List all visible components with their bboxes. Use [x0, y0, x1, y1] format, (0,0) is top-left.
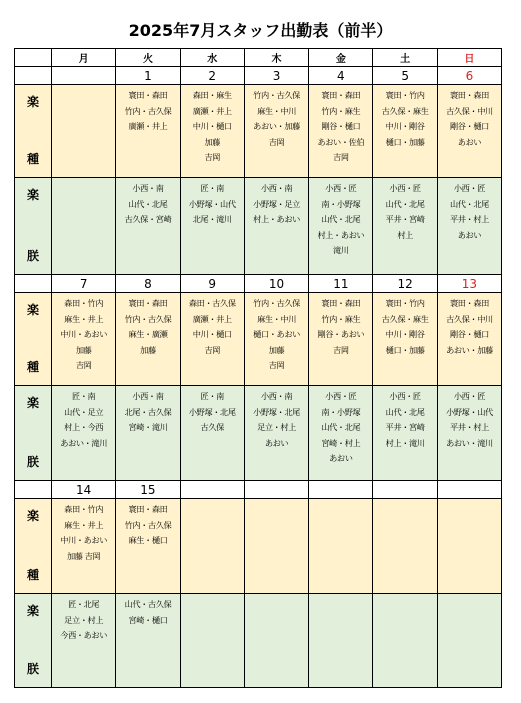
page-title: 2025年7月スタッフ出勤表（前半）	[128, 21, 393, 40]
staff-line: 寰田・森田	[449, 298, 489, 308]
date-cell	[373, 481, 437, 499]
weekday-6: 日	[437, 49, 501, 67]
staff-line: 竹内・麻生	[321, 313, 361, 324]
staff-list	[309, 85, 372, 166]
weekday-5: 土	[373, 49, 437, 67]
shuzen-row	[15, 85, 502, 178]
staff-list	[116, 499, 179, 549]
raku-cell	[309, 386, 373, 481]
raku-label-bottom: 朕	[26, 455, 39, 469]
shuzen-cell	[180, 499, 244, 594]
staff-line: 宮崎・村上	[321, 437, 361, 448]
staff-line: 小西・南	[132, 183, 164, 193]
shuzen-label	[15, 85, 52, 178]
raku-cell	[116, 178, 180, 275]
staff-line: 匠・南	[200, 391, 224, 401]
staff-line: 麻生・廣瀬	[128, 329, 168, 339]
raku-cell	[437, 594, 501, 688]
staff-line: 南・小野塚	[321, 198, 361, 209]
staff-list	[438, 594, 501, 597]
shuzen-cell	[373, 293, 437, 386]
shuzen-cell	[116, 499, 180, 594]
staff-line: 中川・樋口	[192, 121, 232, 131]
raku-cell	[437, 178, 501, 275]
staff-list	[181, 178, 244, 228]
date-cell: 6	[437, 67, 501, 85]
staff-line: 村上・あおい	[317, 229, 365, 240]
shuzen-cell	[244, 85, 308, 178]
staff-list	[181, 499, 244, 502]
staff-line: 小野塚・北尾	[253, 406, 300, 417]
staff-line: 樋口・加藤	[385, 344, 425, 355]
raku-cell	[244, 594, 308, 688]
staff-list	[116, 293, 179, 358]
staff-list	[438, 178, 501, 243]
staff-line: 森田・麻生	[192, 90, 232, 100]
staff-line: 宮崎・樋口	[128, 614, 168, 625]
staff-line: 平井・宮崎	[385, 422, 425, 432]
staff-line: 森田・竹内	[64, 298, 104, 308]
shuzen-cell	[309, 499, 373, 594]
staff-line: 剛谷・あおい	[317, 329, 365, 339]
staff-line: 古久保・麻生	[381, 313, 429, 324]
date-cell: 13	[437, 275, 501, 293]
shuzen-cell	[52, 499, 116, 594]
staff-list	[373, 85, 436, 150]
shuzen-label	[15, 293, 52, 386]
shuzen-label	[15, 499, 52, 594]
staff-line: 麻生・中川	[257, 105, 297, 116]
staff-list	[438, 499, 501, 502]
staff-list	[245, 293, 308, 374]
staff-line: 村上・今西	[64, 422, 104, 432]
date-cell: 4	[309, 67, 373, 85]
staff-line: 山代・北尾	[321, 214, 361, 224]
staff-list	[116, 85, 179, 135]
shuzen-label-top: 楽	[26, 303, 39, 317]
shuzen-cell	[437, 293, 501, 386]
staff-line: 小西・匠	[453, 183, 485, 193]
staff-list	[52, 594, 115, 644]
staff-line: 平井・村上	[449, 422, 489, 432]
staff-line: 小西・匠	[325, 183, 357, 193]
staff-line: 竹内・古久保	[124, 105, 172, 116]
raku-label-bottom: 朕	[26, 249, 39, 263]
staff-line: 匠・北尾	[68, 599, 100, 609]
raku-row	[15, 178, 502, 275]
shuzen-label-bottom: 種	[26, 152, 39, 166]
staff-line: 小西・匠	[325, 391, 357, 401]
staff-line: 滝川	[333, 245, 349, 255]
staff-line: 寰田・森田	[321, 298, 361, 308]
staff-line: あおい・加藤	[446, 344, 493, 355]
staff-line: 寰田・竹内	[385, 298, 425, 308]
staff-line: あおい・佐伯	[317, 136, 365, 147]
staff-list	[245, 85, 308, 150]
staff-line: 古久保・宮崎	[124, 214, 172, 224]
staff-list	[245, 594, 308, 597]
staff-line: 寰田・森田	[128, 90, 168, 100]
date-cell: 9	[180, 275, 244, 293]
staff-line: 竹内・麻生	[321, 105, 361, 116]
staff-line: 小野塚・山代	[446, 406, 493, 417]
staff-line: 足立・村上	[64, 614, 104, 625]
raku-label	[15, 178, 52, 275]
date-cell	[309, 481, 373, 499]
staff-line: 南・小野塚	[321, 406, 361, 417]
staff-line: 吉岡	[204, 344, 221, 355]
staff-line: 北尾・古久保	[124, 406, 172, 417]
staff-list	[181, 85, 244, 166]
staff-line: あおい	[457, 136, 482, 147]
staff-line: 小西・匠	[389, 391, 421, 401]
raku-row	[15, 386, 502, 481]
staff-line: あおい・滝川	[446, 437, 493, 448]
raku-cell	[373, 594, 437, 688]
staff-line: 足立・村上	[257, 422, 297, 432]
staff-list	[245, 499, 308, 502]
staff-line: 樋口・加藤	[385, 136, 425, 147]
date-cell	[180, 481, 244, 499]
staff-line: 寰田・森田	[128, 504, 168, 514]
staff-list	[309, 594, 372, 597]
staff-line: 加藤	[268, 344, 285, 355]
staff-line: 村上・あおい	[253, 214, 300, 224]
weekday-3: 木	[244, 49, 308, 67]
shuzen-cell	[309, 293, 373, 386]
staff-line: 寰田・竹内	[385, 90, 425, 100]
staff-line: 北尾・滝川	[192, 214, 232, 224]
date-cell: 8	[116, 275, 180, 293]
raku-label-top: 楽	[26, 604, 39, 618]
staff-line: 中川・あおい	[60, 329, 108, 339]
staff-line: 加藤 吉岡	[66, 550, 101, 561]
staff-line: 中川・剛谷	[385, 121, 425, 131]
staff-line: 宮崎・滝川	[128, 422, 168, 432]
staff-line: 山代・北尾	[128, 198, 168, 209]
staff-line: 小野塚・山代	[188, 198, 236, 209]
shuzen-cell	[309, 85, 373, 178]
raku-cell	[437, 386, 501, 481]
staff-line: 山代・古久保	[124, 599, 172, 609]
staff-list	[309, 178, 372, 259]
staff-list	[438, 386, 501, 451]
shuzen-cell	[437, 499, 501, 594]
date-cell: 15	[116, 481, 180, 499]
raku-cell	[52, 594, 116, 688]
raku-label	[15, 386, 52, 481]
weekday-0: 月	[52, 49, 116, 67]
date-row	[15, 481, 502, 499]
raku-cell	[373, 386, 437, 481]
raku-label	[15, 594, 52, 688]
raku-cell	[244, 386, 308, 481]
staff-line: 小西・南	[260, 183, 293, 193]
staff-line: 廣瀬・井上	[192, 105, 232, 116]
date-row-label	[15, 275, 52, 293]
raku-cell	[180, 386, 244, 481]
shuzen-label-bottom: 種	[26, 568, 39, 582]
staff-list	[373, 499, 436, 502]
staff-line: 廣瀬・井上	[128, 121, 168, 131]
staff-line: 小西・南	[132, 391, 164, 401]
staff-line: 山代・北尾	[321, 422, 361, 432]
date-cell: 14	[52, 481, 116, 499]
raku-cell	[52, 386, 116, 481]
shuzen-label-top: 楽	[26, 509, 39, 523]
staff-list	[116, 386, 179, 436]
staff-line: 小野塚・足立	[253, 198, 300, 209]
staff-line: 小野塚・北尾	[188, 406, 236, 417]
staff-line: 古久保・中川	[446, 105, 493, 116]
shuzen-cell	[373, 85, 437, 178]
staff-line: 吉岡	[268, 136, 285, 147]
staff-list	[245, 178, 308, 228]
staff-list	[309, 499, 372, 502]
staff-line: 森田・竹内	[64, 504, 104, 514]
date-row-label	[15, 481, 52, 499]
staff-line: 吉岡	[333, 152, 349, 162]
staff-list	[373, 178, 436, 243]
staff-line: 竹内・古久保	[124, 519, 172, 530]
staff-line: 中川・樋口	[192, 329, 232, 339]
staff-list	[373, 594, 436, 597]
staff-list	[373, 386, 436, 451]
staff-list	[245, 386, 308, 451]
staff-line: 中川・剛谷	[385, 329, 425, 339]
staff-line: 剛谷・樋口	[449, 329, 489, 339]
shuzen-row	[15, 293, 502, 386]
staff-list	[181, 386, 244, 436]
staff-line: 寰田・森田	[321, 90, 361, 100]
date-cell	[437, 481, 501, 499]
weekday-4: 金	[309, 49, 373, 67]
shuzen-cell	[180, 85, 244, 178]
shuzen-cell	[180, 293, 244, 386]
staff-line: 吉岡	[333, 344, 349, 355]
staff-line: 樋口・あおい	[253, 329, 300, 339]
staff-line: 山代・北尾	[385, 406, 425, 417]
shuzen-row	[15, 499, 502, 594]
raku-cell	[244, 178, 308, 275]
staff-line: 吉岡	[268, 360, 285, 370]
staff-line: 加藤	[204, 136, 221, 147]
staff-line: 小西・匠	[389, 183, 421, 193]
date-cell: 10	[244, 275, 308, 293]
staff-line: あおい・滝川	[60, 437, 108, 448]
staff-line: 匠・南	[71, 391, 96, 401]
staff-list	[438, 293, 501, 358]
staff-list	[116, 594, 179, 628]
staff-list	[181, 594, 244, 597]
staff-list	[181, 293, 244, 358]
staff-line: 村上	[397, 229, 413, 240]
raku-label-bottom: 朕	[26, 662, 39, 676]
staff-line: 剛谷・樋口	[449, 121, 489, 131]
raku-cell	[52, 178, 116, 275]
staff-line: あおい	[264, 437, 289, 448]
staff-line: 吉岡	[204, 152, 221, 162]
raku-cell	[180, 594, 244, 688]
date-cell: 3	[244, 67, 308, 85]
staff-line: 廣瀬・井上	[192, 313, 232, 324]
raku-cell	[373, 178, 437, 275]
weekday-header-row	[15, 49, 502, 67]
staff-line: 加藤	[75, 344, 92, 355]
date-cell	[244, 481, 308, 499]
staff-line: 匠・南	[200, 183, 224, 193]
staff-line: 寰田・森田	[128, 298, 168, 308]
staff-line: 小西・南	[260, 391, 293, 401]
staff-line: あおい	[329, 453, 353, 463]
date-row	[15, 67, 502, 85]
staff-line: 麻生・樋口	[128, 535, 168, 545]
staff-line: 山代・足立	[64, 406, 104, 417]
raku-cell	[116, 594, 180, 688]
staff-line: 麻生・井上	[64, 519, 104, 530]
date-cell: 1	[116, 67, 180, 85]
staff-line: 平井・村上	[449, 214, 489, 224]
staff-line: 古久保	[200, 422, 224, 432]
shuzen-cell	[244, 499, 308, 594]
staff-line: 吉岡	[75, 360, 92, 370]
date-cell: 12	[373, 275, 437, 293]
date-cell: 7	[52, 275, 116, 293]
staff-list	[438, 85, 501, 150]
raku-cell	[309, 178, 373, 275]
staff-line: 平井・宮崎	[385, 214, 425, 224]
staff-line: 竹内・古久保	[253, 298, 300, 308]
staff-line: 中川・あおい	[60, 535, 108, 545]
staff-line: あおい・加藤	[253, 121, 300, 131]
staff-list	[52, 386, 115, 451]
shuzen-cell	[116, 85, 180, 178]
raku-cell	[116, 386, 180, 481]
staff-line: 山代・北尾	[449, 198, 489, 209]
date-row	[15, 275, 502, 293]
staff-line: 寰田・森田	[449, 90, 489, 100]
weekday-2: 水	[180, 49, 244, 67]
staff-line: 古久保・麻生	[381, 105, 429, 116]
shuzen-cell	[373, 499, 437, 594]
staff-line: 村上・滝川	[385, 437, 425, 448]
weekday-1: 火	[116, 49, 180, 67]
staff-list	[52, 499, 115, 564]
date-cell: 11	[309, 275, 373, 293]
staff-list	[309, 293, 372, 358]
shuzen-cell	[52, 293, 116, 386]
raku-label-top: 楽	[26, 396, 39, 410]
staff-line: あおい	[457, 229, 482, 240]
date-cell	[52, 67, 116, 85]
staff-line: 竹内・古久保	[124, 313, 172, 324]
staff-list	[52, 293, 115, 374]
date-cell: 2	[180, 67, 244, 85]
corner-cell	[15, 49, 52, 67]
staff-line: 今西・あおい	[60, 630, 108, 640]
raku-cell	[309, 594, 373, 688]
date-cell: 5	[373, 67, 437, 85]
staff-list	[309, 386, 372, 467]
shuzen-label-bottom: 種	[26, 360, 39, 374]
staff-line: 剛谷・樋口	[321, 121, 361, 131]
staff-list	[52, 85, 115, 88]
raku-label-top: 楽	[26, 188, 39, 202]
staff-line: 麻生・中川	[257, 313, 297, 324]
shuzen-cell	[52, 85, 116, 178]
staff-list	[116, 178, 179, 228]
shuzen-cell	[437, 85, 501, 178]
raku-row	[15, 594, 502, 688]
staff-line: 加藤	[140, 344, 156, 355]
staff-line: 麻生・井上	[64, 313, 104, 324]
staff-list	[373, 293, 436, 358]
staff-line: 山代・北尾	[385, 198, 425, 209]
staff-list	[52, 178, 115, 181]
schedule-table	[14, 48, 502, 688]
staff-line: 森田・古久保	[188, 298, 236, 308]
staff-line: 竹内・古久保	[253, 90, 300, 100]
staff-line: 小西・匠	[453, 391, 485, 401]
staff-line: 古久保・中川	[446, 313, 493, 324]
shuzen-cell	[116, 293, 180, 386]
shuzen-cell	[244, 293, 308, 386]
date-row-label	[15, 67, 52, 85]
raku-cell	[180, 178, 244, 275]
shuzen-label-top: 楽	[26, 95, 39, 109]
